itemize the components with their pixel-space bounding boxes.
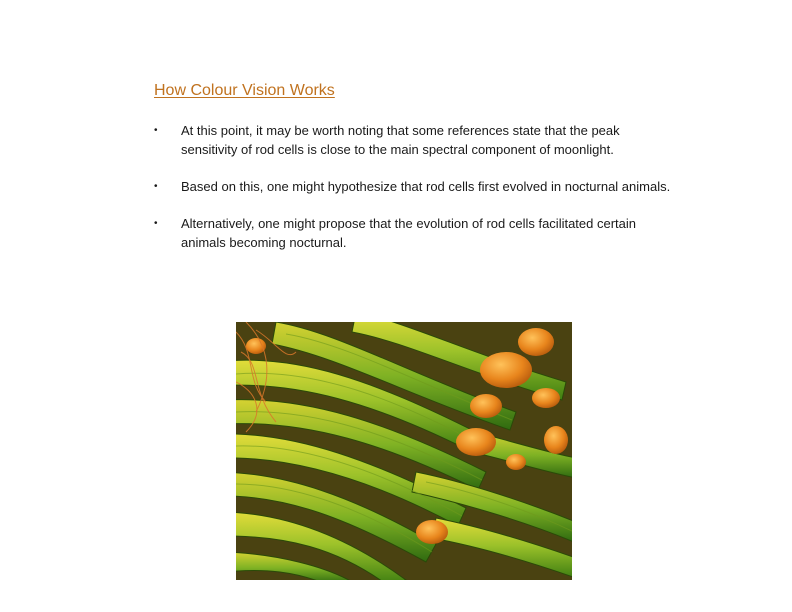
bullet-item [154, 177, 674, 196]
bullet-marker: • [154, 218, 158, 229]
bullet-item [154, 121, 674, 159]
bullet-list [154, 121, 674, 252]
slide-title: How Colour Vision Works [154, 82, 335, 99]
bullet-text: At this point, it may be worth noting that some references state that the peak sensitivity of rod cells is close to the main spectral component of moonlight. [181, 123, 620, 157]
bullet-item [154, 214, 674, 252]
bullet-text: Based on this, one might hypothesize that rod cells first evolved in nocturnal animals. [181, 179, 671, 194]
rod-cells-micrograph [236, 322, 572, 580]
bullet-marker: • [154, 125, 158, 136]
bullet-text: Alternatively, one might propose that the evolution of rod cells facilitated certain animals becoming nocturnal. [181, 216, 637, 250]
bullet-marker: • [154, 181, 158, 192]
